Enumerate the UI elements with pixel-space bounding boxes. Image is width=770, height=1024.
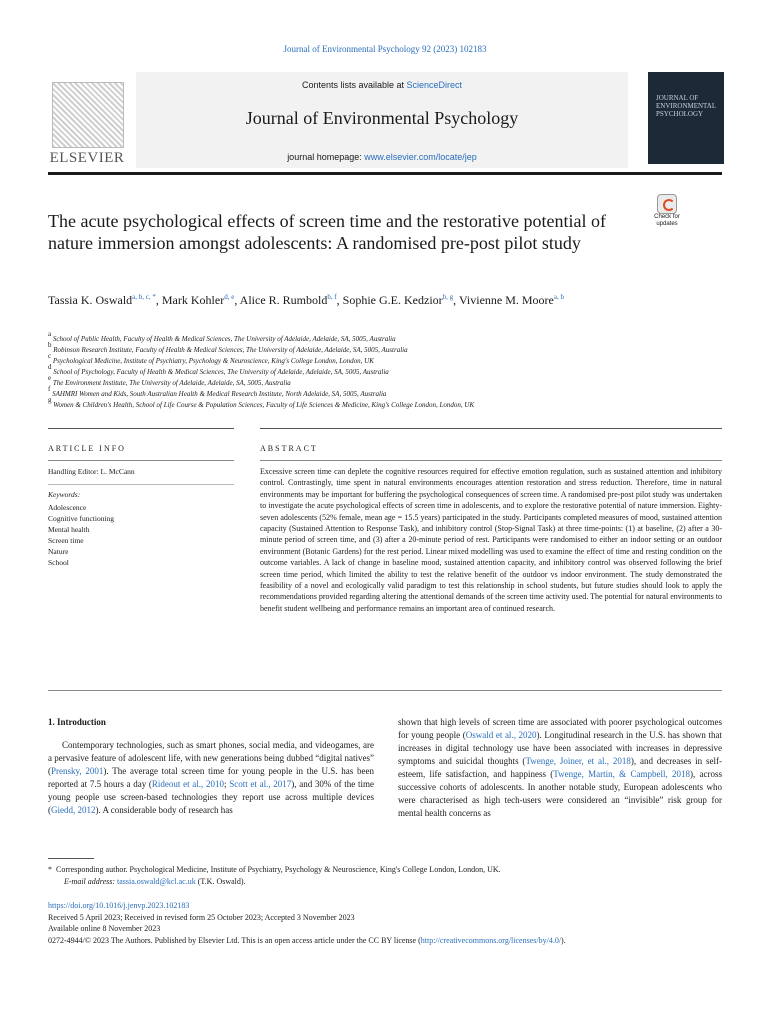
- citation-link[interactable]: Prensky, 2001: [51, 766, 104, 776]
- header-divider: [48, 172, 722, 175]
- homepage-link[interactable]: www.elsevier.com/locate/jep: [364, 152, 477, 162]
- author-name: Tassia K. Oswald: [48, 293, 133, 307]
- email-link[interactable]: tassia.oswald@kcl.ac.uk: [117, 877, 196, 886]
- intro-paragraph: Contemporary technologies, such as smart phones, social media, and videogames, are a pervasive feature of adolescent life, with new generations being dubbed “digital natives” (Prensky, 2001). The average total screen time for young people in the U.S. has been reported at 7.5 hours a day (Rideout et al., 2010; Scott et al., 2017), and 30% of the time young people use screen-based technologies they report use across multiple devices (Giedd, 2012). A considerable body of research has: [48, 740, 374, 815]
- citation-link[interactable]: Twenge, Martin, & Campbell, 2018: [553, 769, 690, 779]
- article-metadata: [48, 900, 738, 946]
- elsevier-tree-icon: [52, 82, 124, 148]
- author-name: Sophie G.E. Kedzior: [342, 293, 443, 307]
- citation-link[interactable]: Rideout et al., 2010: [151, 779, 224, 789]
- divider: [48, 428, 234, 429]
- divider: [48, 484, 234, 485]
- affiliation-item: $^e$ The Environment Institute, The University of Adelaide, Adelaide, SA, 5005, Australia: [48, 374, 291, 387]
- check-for-updates-badge[interactable]: Check for updates: [648, 194, 686, 228]
- affiliation-item: $^b$ Robinson Research Institute, Faculty of Health & Medical Sciences, The University of Adelaide, Adelaide, SA, 5005, Australia: [48, 341, 408, 354]
- citation-link[interactable]: Giedd, 2012: [51, 805, 96, 815]
- author-name: Alice R. Rumbold: [239, 293, 328, 307]
- keyword-item: Mental health: [48, 525, 90, 534]
- author-list: Tassia K. Oswald$^{a, b, c, *}$, Mark Kohler$^{d, e}$, Alice R. Rumbold$^{b, f}$, Sophie G.E. Kedzior$^{b, g}$, Vivienne M. Moore$^{a, b}$: [48, 293, 564, 307]
- keyword-item: Nature: [48, 547, 69, 556]
- journal-banner: [48, 72, 724, 170]
- keyword-list: [48, 502, 114, 568]
- author-affiliation-marker[interactable]: a, b: [553, 293, 564, 301]
- article-title: The acute psychological effects of screen time and the restorative potential of nature immersion amongst adolescents: A randomised pre-post pilot study: [48, 211, 606, 253]
- author-affiliation-marker[interactable]: d, e: [224, 293, 235, 301]
- intro-paragraph-continued: shown that high levels of screen time are associated with poorer psychological outcomes for young people (Oswald et al., 2020). Longitudinal research in the U.S. has shown that increases in digital technology use have been associated with increases in depressive symptoms and suicidal thoughts (Twenge, Joiner, et al., 2018), and decreases in self-esteem, life satisfaction, and happiness (Twenge, Martin, & Campbell, 2018), across successive cohorts of adolescents. In another notable study, European adolescents who were characterised as high tech-users were considered an “invisible” risk group for mental health concerns as: [398, 717, 723, 818]
- keyword-item: Adolescence: [48, 503, 87, 512]
- citation-link[interactable]: Twenge, Joiner, et al., 2018: [525, 756, 631, 766]
- divider: [260, 460, 722, 461]
- check-updates-icon: [657, 194, 677, 214]
- journal-citation[interactable]: Journal of Environmental Psychology 92 (2023) 102183: [283, 44, 487, 54]
- received-dates: Received 5 April 2023; Received in revised form 25 October 2023; Accepted 3 November 2023: [48, 912, 355, 922]
- keyword-item: Screen time: [48, 536, 84, 545]
- online-date: Available online 8 November 2023: [48, 924, 161, 933]
- section-heading: 1. Introduction: [48, 717, 106, 727]
- affiliation-item: $^d$ School of Psychology, Faculty of Health & Medical Sciences, The University of Adelaide, Adelaide, SA, 5005, Australia: [48, 363, 389, 376]
- doi-link[interactable]: https://doi.org/10.1016/j.jenvp.2023.102183: [48, 901, 190, 910]
- homepage-line: journal homepage: www.elsevier.com/locate/jep: [287, 152, 477, 162]
- affiliation-item: $^c$ Psychological Medicine, Institute of Psychiatry, Psychology & Neuroscience, King's College London, London, UK: [48, 352, 374, 365]
- citation-link[interactable]: Oswald et al., 2020: [465, 730, 537, 740]
- journal-info-box: [136, 72, 628, 168]
- author-affiliation-marker[interactable]: b, g: [442, 293, 454, 301]
- body-column-left: [48, 716, 374, 817]
- affiliation-item: $^g$ Women & Children's Health, School of Life Course & Population Sciences, Faculty of Life Sciences & Medicine, King's College London, London, UK: [48, 396, 475, 409]
- body-column-right: [398, 716, 722, 820]
- keyword-item: Cognitive functioning: [48, 514, 115, 523]
- divider: [48, 460, 234, 461]
- footnote: * Corresponding author. Psychological Medicine, Institute of Psychiatry, Psychology & Neuroscience, King's College London, London, UK. E-mail address: tassia.oswald@kcl.ac.uk (T.K. Oswald).: [48, 865, 501, 886]
- affiliation-item: $^f$ SAHMRI Women and Kids, South Australian Health & Medical Research Institute, North Adelaide, SA, 5005, Australia: [48, 385, 387, 398]
- keywords-label: Keywords:: [48, 490, 81, 499]
- sciencedirect-link[interactable]: ScienceDirect: [406, 80, 463, 90]
- author-name: Mark Kohler: [161, 293, 225, 307]
- license-link[interactable]: http://creativecommons.org/licenses/by/4.0/: [420, 935, 562, 945]
- affiliation-list: [48, 330, 728, 411]
- license-line: 0272-4944/© 2023 The Authors. Published by Elsevier Ltd. This is an open access article under the CC BY license (http://creativecommons.org/licenses/by/4.0/).: [48, 935, 566, 945]
- keyword-item: School: [48, 558, 69, 567]
- author-affiliation-marker[interactable]: a, b, c, *: [132, 293, 156, 301]
- author-name: Vivienne M. Moore: [458, 293, 554, 307]
- affiliation-item: $^a$ School of Public Health, Faculty of Health & Medical Sciences, The University of Adelaide, Adelaide, SA, 5005, Australia: [48, 330, 396, 343]
- article-info-heading: ARTICLE INFO: [48, 444, 126, 453]
- journal-cover: [648, 72, 724, 164]
- elsevier-logo: [48, 76, 126, 168]
- publisher-name: ELSEVIER: [49, 150, 125, 166]
- divider: [48, 690, 722, 691]
- abstract-heading: ABSTRACT: [260, 444, 318, 453]
- abstract-text: Excessive screen time can deplete the cognitive resources required for effective emotion regulation, such as sustained attention and inhibitory control. Contrastingly, time spent in natural environments encourages attention restoration and stress reduction. Therefore, time in natural environments may be important for buffering the psychological consequences of screen time. A randomised pre-post pilot study was undertaken to investigate the acute psychological effects of screen time in adolescents, and to explore the restorative potential of nature immersion. Eighty-seven adolescents (52% female, mean age = 15.5 years) participated in the study. Participants completed measures of mood, sustained attention capacity (Sustained Attention to Response Task), and inhibitory control (Stop-Signal Task) at three time-points: (1) at baseline, (2) after a 30-minute period of screen time, and (3) after a 20-minute period of rest. Participants were randomised to either an indoor setting or an outdoor environment (Botanic Gardens) for the rest period. Linear mixed modelling was used to examine the effect of time and resting condition on the outcome variables. A lack of change in baseline mood, sustained attention capacity, and inhibitory control was observed following the brief screen time period, which limited the ability to test the relative benefit of the outdoor vs indoor environment. The study demonstrated the feasibility of a novel and ecologically valid paradigm to test this relationship in school students, but future studies should look to apply the recommendations provided regarding altering the attentional demands of the screen time activity used. The potential for natural environments to benefit student wellbeing and performance remains an important area of continued research.: [260, 467, 722, 613]
- footnote-divider: [48, 858, 94, 859]
- cover-title: JOURNAL OF ENVIRONMENTAL PSYCHOLOGY: [656, 94, 716, 118]
- corresponding-author: Corresponding author. Psychological Medicine, Institute of Psychiatry, Psychology & Neuroscience, King's College London, London, UK.: [56, 865, 501, 874]
- handling-editor: Handling Editor: L. McCann: [48, 467, 135, 476]
- citation-link[interactable]: Scott et al., 2017: [229, 779, 292, 789]
- journal-name: Journal of Environmental Psychology: [245, 108, 519, 128]
- contents-line: Contents lists available at ScienceDirect: [301, 80, 463, 90]
- author-affiliation-marker[interactable]: b, f: [327, 293, 337, 301]
- divider: [260, 428, 722, 429]
